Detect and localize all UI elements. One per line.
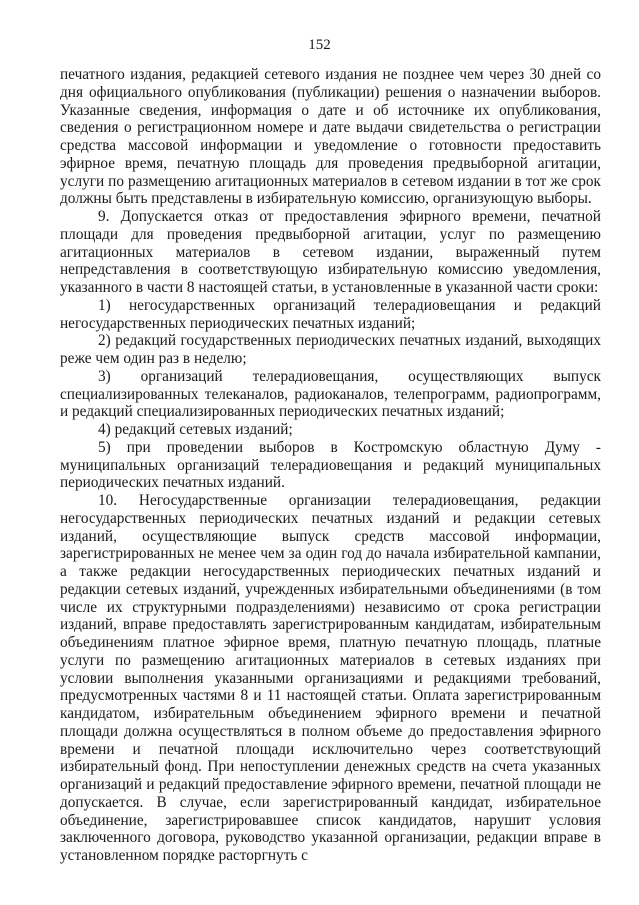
paragraph-continuation: печатного издания, редакцией сетевого издания не позднее чем через 30 дней со дня официального опубликования (публикации) решения о назначении выборов. Указанные сведения, информация о дате и об источнике их опубликования, сведения о регистрационном номере и дате выдачи свидетельства о регистрации средства массовой информации и уведомление о готовности предоставить эфирное время, печатную площадь для проведения предвыборной агитации, услуги по размещению агитационных материалов в сетевом издании в тот же срок должны быть представлены в избирательную комиссию, организующую выборы. <box>60 66 601 208</box>
list-item-1: 1) негосударственных организаций телерадиовещания и редакций негосударственных периодических печатных изданий; <box>60 296 601 332</box>
list-item-5: 5) при проведении выборов в Костромскую областную Думу - муниципальных организаций телерадиовещания и редакций муниципальных периодических печатных изданий. <box>60 438 601 492</box>
list-item-2: 2) редакций государственных периодических печатных изданий, выходящих реже чем один раз в неделю; <box>60 332 601 367</box>
list-item-3: 3) организаций телерадиовещания, осуществляющих выпуск специализированных телеканалов, радиоканалов, телепрограмм, радиопрограмм, и редакций специализированных периодических печатных изданий; <box>60 367 601 421</box>
paragraph-part-10: 10. Негосударственные организации телерадиовещания, редакции негосударственных периодических печатных изданий и редакции сетевых изданий, осуществляющие выпуск средств массовой информации, зарегистрированных не менее чем за один год до начала избирательной кампании, а также редакции негосударственных периодических печатных изданий и редакции сетевых изданий, учрежденных избирательными объединениями (в том числе их структурными подразделениями) независимо от срока регистрации изданий, вправе предоставлять зарегистрированным кандидатам, избирательным объединениям платное эфирное время, платную печатную площадь, платные услуги по размещению агитационных материалов в сетевых изданиях при условии выполнения указанными организациями и редакциями требований, предусмотренных частями 8 и 11 настоящей статьи. Оплата зарегистрированным кандидатом, избирательным объединением эфирного времени и печатной площади должна осуществляться в полном объеме до предоставления эфирного времени и печатной площади исключительно через соответствующий избирательный фонд. При непоступлении денежных средств на счета указанных организаций и редакций предоставление эфирного времени, печатной площади не допускается. В случае, если зарегистрированный кандидат, избирательное объединение, зарегистрировавшее список кандидатов, нарушит условия заключенного договора, руководство указанной организации, редакции вправе в установленном порядке расторгнуть с <box>60 492 601 864</box>
document-body <box>60 66 601 865</box>
paragraph-part-9: 9. Допускается отказ от предоставления эфирного времени, печатной площади для проведения предвыборной агитации, услуг по размещению агитационных материалов в сетевом издании, выраженный путем непредставления в соответствующую избирательную комиссию уведомления, указанного в части 8 настоящей статьи, в установленные в указанной части сроки: <box>60 208 601 296</box>
page-number: 152 <box>308 37 331 53</box>
list-item-4: 4) редакций сетевых изданий; <box>98 421 293 438</box>
